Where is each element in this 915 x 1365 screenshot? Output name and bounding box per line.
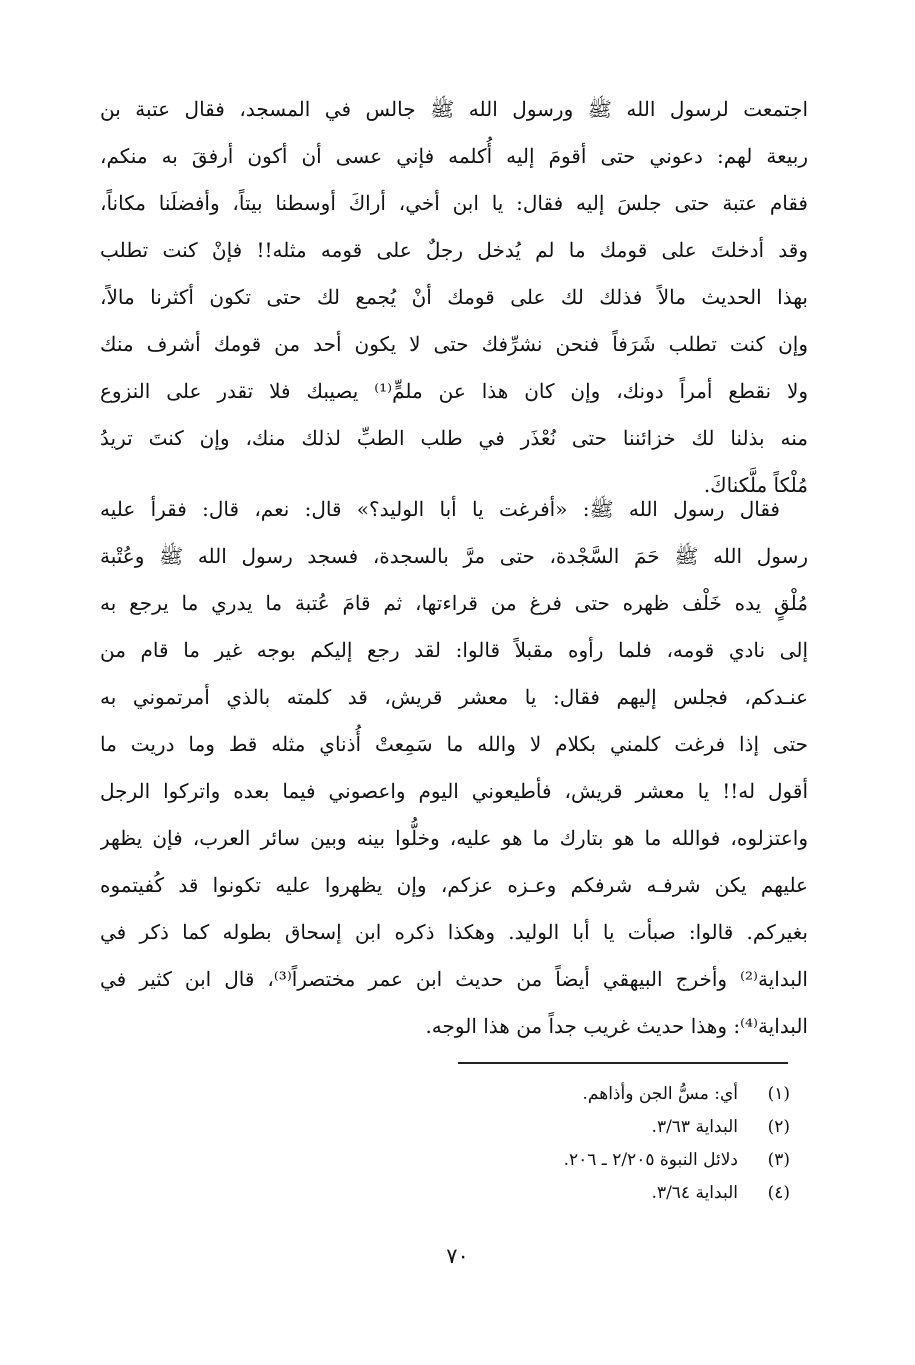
footnote-item [300, 1177, 790, 1210]
footnote-item [300, 1078, 790, 1111]
text-line: اجتمعت لرسول الله ﷺ ورسول الله ﷺ جالس في المسجد، فقال عتبة بن [100, 97, 808, 121]
footnote-item [300, 1111, 790, 1144]
text-line: واعتزلوه، فوالله ما هو بتارك ما هو عليه، وخلُّوا بينه وبين سائر العرب، فإن يظهر [100, 826, 808, 850]
text-line: وقد أدخلتَ على قومك ما لم يُدخل رجلٌ على قومه مثله!! فإنْ كنت تطلب [100, 238, 808, 262]
footnote-number: (٢) [767, 1117, 790, 1137]
page-number: ٧٠ [446, 1244, 469, 1268]
body-paragraph-1 [100, 86, 808, 509]
footnote-number: (١) [767, 1084, 790, 1104]
text-line: فقام عتبة حتى جلسَ إليه فقال: يا ابن أخي، أراكَ أوسطنا بيتاً، وأفضلَنا مكاناً، [100, 191, 808, 215]
text-line: وإن كنت تطلب شَرَفاً فنحن نشرِّفك حتى لا يكون أحد من قومك أشرف منك [100, 332, 808, 356]
text-line: البداية⁽⁴⁾: وهذا حديث غريب جداً من هذا الوجه. [425, 1014, 808, 1038]
footnote-number: (٣) [767, 1150, 790, 1170]
footnotes [300, 1078, 790, 1210]
footnote-text: أي: مسُّ الجن وأذاهم. [582, 1084, 738, 1104]
body-paragraph-2 [100, 486, 808, 1050]
footnote-number: (٤) [767, 1183, 790, 1203]
text-line: إلى نادي قومه، فلما رأوه مقبلاً قالوا: لقد رجع إليكم بوجه غير ما قام من [100, 638, 808, 662]
text-line: ربيعة لهم: دعوني حتى أقومَ إليه أُكلمه فإني عسى أن أكون أرفقَ به منكم، [100, 144, 808, 168]
text-line: أقول له!! يا معشر قريش، فأطيعوني اليوم واعصوني فيما بعده واتركوا الرجل [100, 779, 808, 803]
footnote-text: البداية ٣/٦٣. [651, 1117, 738, 1137]
text-line: بغيركم. قالوا: صبأت يا أبا الوليد. وهكذا ذكره ابن إسحاق بطوله كما ذكر في [100, 920, 808, 944]
text-line: عليهم يكن شرفـه شرفكم وعـزه عزكم، وإن يظهروا عليه تكونوا قد كُفيتموه [100, 873, 808, 897]
text-line: بهذا الحديث مالاً فذلك لك على قومك أنْ يُجمع لك حتى تكون أكثرنا مالاً، [100, 285, 808, 309]
text-line: مُلْقٍ يده خَلْف ظهره حتى فرغ من قراءتها، ثم قامَ عُتبة ما يدري ما يرجع به [100, 591, 808, 615]
footnote-item [300, 1144, 790, 1177]
footnote-divider [458, 1062, 788, 1064]
text-line: منه بذلنا لك خزائننا حتى نُعْذَر في طلب الطبِّ لذلك منك، وإن كنتَ تريدُ [100, 426, 808, 450]
text-line: فقال رسول الله ﷺ: «أفرغت يا أبا الوليد؟» قال: نعم، قال: فقرأ عليه [100, 497, 780, 521]
text-line: ولا نقطع أمراً دونك، وإن كان هذا عن ملمٍّ⁽¹⁾ يصيبك فلا تقدر على النزوع [100, 379, 808, 403]
footnote-text: البداية ٣/٦٤. [651, 1183, 738, 1203]
text-line: البداية⁽²⁾ وأخرج البيهقي أيضاً من حديث ابن عمر مختصراً⁽³⁾، قال ابن كثير في [100, 967, 808, 991]
text-line: حتى إذا فرغت كلمني بكلام لا والله ما سَمِعتْ أُذناي مثله قط وما دريت ما [100, 732, 808, 756]
text-line: عنـدكم، فجلس إليهم فقال: يا معشر قريش، قد كلمته بالذي أمرتموني به [100, 685, 808, 709]
text-line: مُلْكاً ملَّكناكَ. [703, 473, 808, 497]
text-line: رسول الله ﷺ حَمَ السَّجْدة، حتى مرَّ بالسجدة، فسجد رسول الله ﷺ وعُتْبة [100, 544, 808, 568]
footnote-text: دلائل النبوة ٢/٢٠٥ ـ ٢٠٦. [563, 1150, 738, 1170]
